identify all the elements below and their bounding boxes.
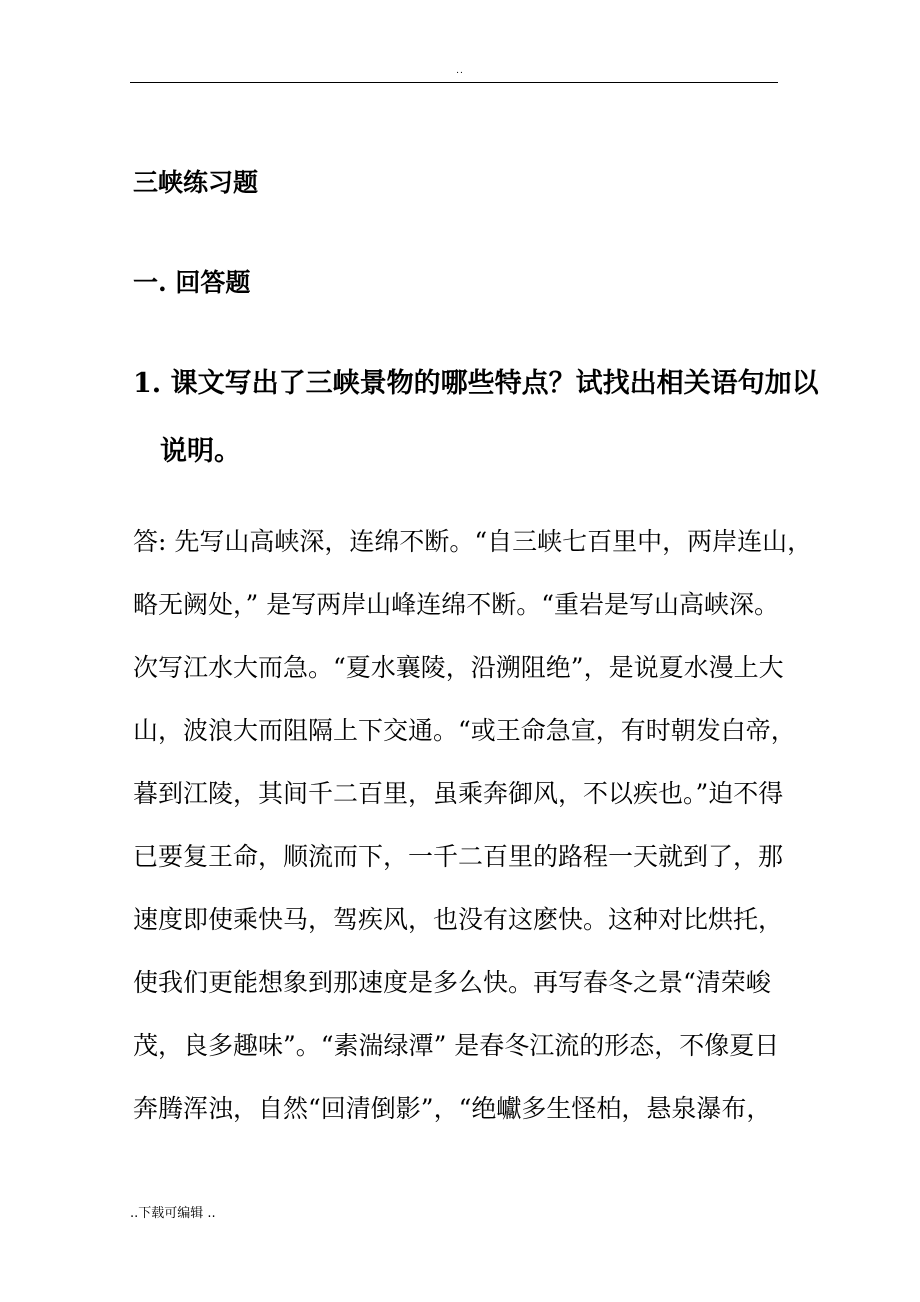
answer-line: 速度即使乘快马，驾疾风，也没有这麽快。这种对比烘托， xyxy=(133,905,784,934)
question-line: 1. 课文写出了三峡景物的哪些特点？试找出相关语句加以 xyxy=(133,368,819,399)
header-dots: .. xyxy=(456,66,464,76)
question-line: 说明。 xyxy=(160,436,241,467)
section-heading: 一. 回答题 xyxy=(133,268,251,297)
answer-line: 已要复王命，顺流而下，一千二百里的路程一天就到了，那 xyxy=(133,842,784,871)
answer-line: 茂，良多趣味”。“素湍绿潭” 是春冬江流的形态，不像夏日 xyxy=(133,1031,780,1060)
answer-line: 答: 先写山高峡深，连绵不断。“自三峡七百里中，两岸连山， xyxy=(133,527,813,556)
document-title: 三峡练习题 xyxy=(133,168,259,197)
header-rule xyxy=(130,82,778,83)
answer-line: 奔腾浑浊，自然“回清倒影”，“绝巘多生怪柏，悬泉瀑布， xyxy=(133,1094,772,1123)
answer-line: 次写江水大而急。“夏水襄陵，沿溯阻绝”，是说夏水漫上大 xyxy=(133,653,784,682)
answer-line: 略无阙处，” 是写两岸山峰连绵不断。“重岩是写山高峡深。 xyxy=(133,590,780,619)
answer-line: 山，波浪大而阻隔上下交通。“或王命急宣，有时朝发白帝， xyxy=(133,716,796,745)
answer-line: 暮到江陵，其间千二百里，虽乘奔御风，不以疾也。”迫不得 xyxy=(133,779,784,808)
answer-line: 使我们更能想象到那速度是多么快。再写春冬之景“清荣峻 xyxy=(133,968,771,997)
footer-note: ..下载可编辑 .. xyxy=(130,1206,216,1221)
